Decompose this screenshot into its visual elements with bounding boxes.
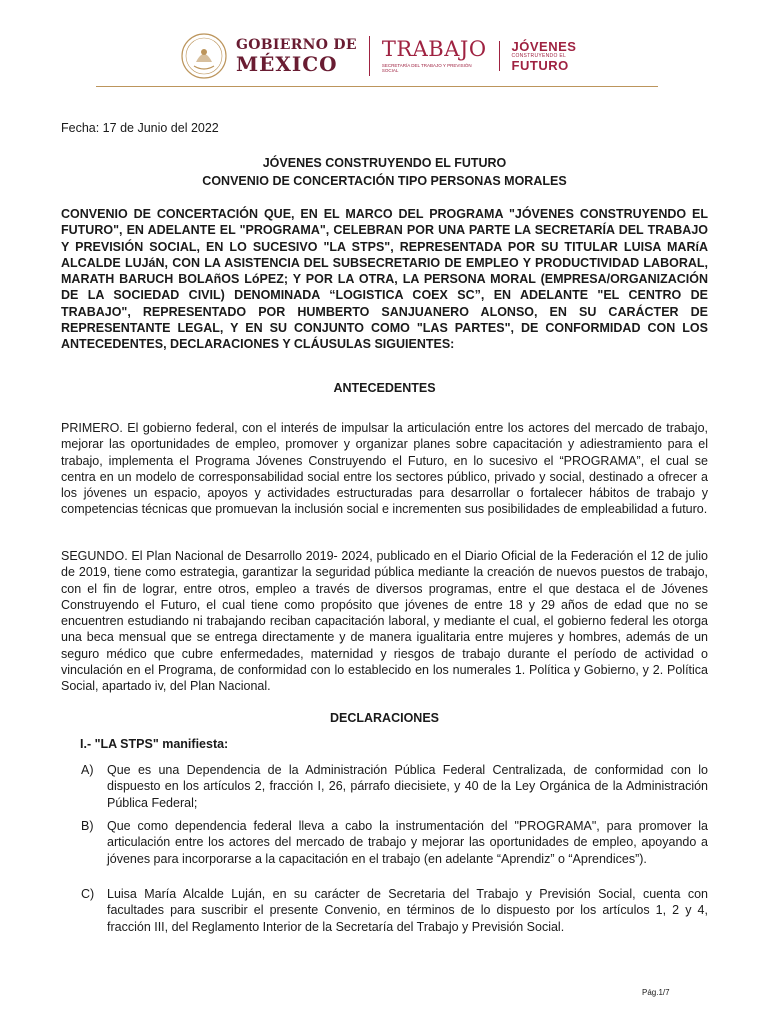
- page-number: Pág.1/7: [642, 988, 670, 997]
- declaraciones-heading: DECLARACIONES: [329, 711, 440, 725]
- antecedente-segundo: SEGUNDO. El Plan Nacional de Desarrollo 2019- 2024, publicado en el Diario Oficial de la Federación el 12 de julio de 2019, tiene como estrategia, garantizar la seguridad pública mediante la creación de nuevos puestos de trabajo, con el fin de lograr, entre otros, empleo a través de diversos programas, entre el que destaca el de Jóvenes Construyendo el Futuro, el cual tiene como propósito que jóvenes de entre 18 y 29 años de edad que no se encuentren estudiando ni trabajando reciban capacitación laboral, y mediante el cual, el gobierno federal les otorga una beca mensual que se entrega directamente y de manera igualitaria entre mujeres y hombres, además de un seguro médico que cubre enfermedades, maternidad y riesgos de trabajo durante el período de actividad o vinculación en el Programa, de conformidad con lo establecido en los numerales 1. Política y Gobierno, y 2. Política Social, apartado iv, del Plan Nacional.: [61, 549, 708, 694]
- mexico-coat-of-arms-icon: [180, 32, 228, 80]
- gobierno-line2: MÉXICO: [236, 52, 338, 76]
- document-title: JÓVENES CONSTRUYENDO EL FUTURO: [262, 156, 507, 170]
- document-date: Fecha: 17 de Junio del 2022: [61, 121, 219, 135]
- jovenes-line1: JÓVENES: [511, 39, 577, 54]
- antecedentes-heading: ANTECEDENTES: [333, 381, 436, 395]
- item-text: Que es una Dependencia de la Administración Pública Federal Centralizada, de conformidad con lo dispuesto en los artículos 2, fracción I, 26, párrafo diecisiete, y 40 de la Ley Orgánica de la Administración Pública Federal;: [107, 763, 708, 810]
- trabajo-logo: [381, 36, 487, 74]
- item-text: Que como dependencia federal lleva a cabo la instrumentación del "PROGRAMA", para promover la articulación entre los actores del mercado de trabajo y mejorar las oportunidades de empleo, apoyando a jóvenes para incorporarse a la capacitación en el trabajo (en adelante “Aprendiz” o “Aprendices”).: [107, 819, 708, 866]
- jovenes-line3: FUTURO: [511, 58, 569, 73]
- document-subtitle: CONVENIO DE CONCERTACIÓN TIPO PERSONAS MORALES: [202, 174, 567, 188]
- gobierno-line1: GOBIERNO DE: [236, 37, 357, 53]
- header-divider: [369, 36, 370, 76]
- stps-heading: I.- "LA STPS" manifiesta:: [80, 737, 229, 751]
- item-text: Luisa María Alcalde Luján, en su carácter de Secretaria del Trabajo y Previsión Social, cuenta con facultades para suscribir el presente Convenio, en términos de lo dispuesto por los artículos 1, 2 y 4, fracción III, del Reglamento Interior de la Secretaría del Trabajo y Previsión Social.: [107, 887, 708, 934]
- item-letter: A): [81, 763, 94, 777]
- declaration-item: [81, 818, 708, 867]
- item-letter: C): [81, 887, 95, 901]
- jovenes-construyendo-logo: [512, 40, 577, 72]
- header-rule: [96, 86, 658, 87]
- jovenes-line2: CONSTRUYENDO EL: [511, 53, 567, 59]
- trabajo-title: TRABAJO: [381, 36, 487, 61]
- item-letter: B): [81, 819, 94, 833]
- declaration-item: [81, 762, 708, 811]
- convenio-paragraph: CONVENIO DE CONCERTACIÓN QUE, EN EL MARCO DEL PROGRAMA "JÓVENES CONSTRUYENDO EL FUTURO", EN ADELANTE EL "PROGRAMA", CELEBRAN POR UNA PARTE LA SECRETARÍA DEL TRABAJO Y PREVISIÓN SOCIAL, EN LO SUCESIVO "LA STPS", REPRESENTADA POR SU TITULAR LUISA MARíA ALCALDE LUJáN, CON LA ASISTENCIA DEL SUBSECRETARIO DE EMPLEO Y PRODUCTIVIDAD LABORAL, MARATH BARUCH BOLAñOS LóPEZ; Y POR LA OTRA, LA PERSONA MORAL (EMPRESA/ORGANIZACIÓN DE LA SOCIEDAD CIVIL) DENOMINADA “LOGISTICA COEX SC”, EN ADELANTE "EL CENTRO DE TRABAJO", REPRESENTADO POR HUMBERTO SANJUANERO ALONSO, EN SU CARÁCTER DE REPRESENTANTE LEGAL, Y EN SU CONJUNTO COMO "LAS PARTES", DE CONFORMIDAD CON LOS ANTECEDENTES, DECLARACIONES Y CLÁUSULAS SIGUIENTES:: [61, 207, 708, 352]
- declaration-item: [81, 886, 708, 935]
- trabajo-subtitle: SECRETARÍA DEL TRABAJO Y PREVISIÓN SOCIAL: [381, 62, 472, 73]
- header-divider: [499, 41, 500, 71]
- gobierno-de-mexico-logo: [236, 38, 357, 74]
- letterhead: [180, 30, 580, 82]
- antecedente-primero: PRIMERO. El gobierno federal, con el interés de impulsar la articulación entre los actores del mercado de trabajo, mejorar las oportunidades de empleo, promover y organizar planes sobre capacitación y adiestramiento para el trabajo, implementa el Programa Jóvenes Construyendo el Futuro, en lo sucesivo el “PROGRAMA”, el cual se centra en un modelo de corresponsabilidad social entre los sectores público, privado y social, destinado a ofrecer a los jóvenes un espacio, apoyos y actividades estructuradas para desarrollar o fortalecer hábitos de trabajo y competencias técnicas que promuevan la inclusión social e incrementen sus posibilidades de empleabilidad a futuro.: [61, 421, 708, 517]
